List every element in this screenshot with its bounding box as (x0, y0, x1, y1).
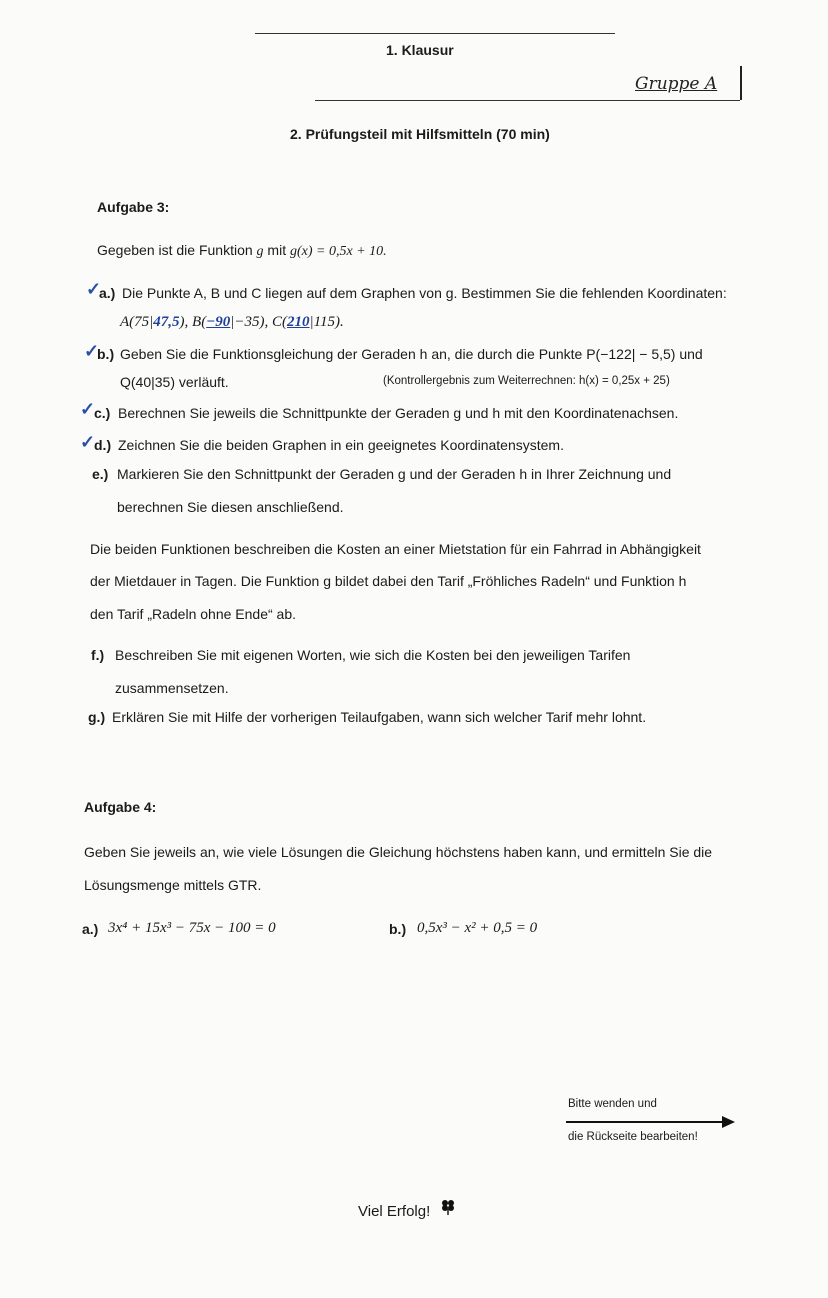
task3-intro-mid: mit (263, 242, 290, 258)
good-luck: Viel Erfolg! (358, 1203, 431, 1220)
task4-intro-2: Lösungsmenge mittels GTR. (84, 877, 262, 893)
task4-b-label: b.) (389, 921, 407, 937)
context-line-1: Die beiden Funktionen beschreiben die Kosten an einer Mietstation für ein Fahrrad in Abhängigkeit (90, 541, 701, 557)
context-line-3: den Tarif „Radeln ohne Ende“ ab. (90, 606, 296, 622)
task3-intro-g: g (256, 244, 264, 259)
exam-title: 1. Klausur (386, 42, 454, 58)
task3-b-label: b.) (97, 346, 115, 362)
group-bracket (740, 66, 742, 100)
task3-e-label: e.) (92, 466, 109, 482)
task4-b-equation: 0,5x³ − x² + 0,5 = 0 (417, 920, 538, 936)
point-a: A(75| (120, 314, 154, 330)
task3-intro (97, 242, 387, 260)
context-line-2: der Mietdauer in Tagen. Die Funktion g bildet dabei den Tarif „Fröhliches Radeln“ und Funktion h (90, 573, 687, 589)
point-c-rest: |115). (309, 314, 344, 330)
turn-page-line-1: Bitte wenden und (568, 1098, 657, 1110)
task3-c-text: Berechnen Sie jeweils die Schnittpunkte der Geraden g und h mit den Koordinatenachsen. (118, 405, 679, 421)
check-mark-c: ✓ (80, 399, 96, 419)
arrow-right-icon (722, 1115, 736, 1129)
group-rule (315, 100, 740, 101)
task3-heading: Aufgabe 3: (97, 199, 170, 215)
task3-intro-prefix: Gegeben ist die Funktion (97, 242, 257, 258)
task3-b-text: Geben Sie die Funktionsgleichung der Geraden h an, die durch die Punkte P(−122| − 5,5) und (120, 346, 703, 362)
answer-c: 210 (287, 314, 310, 330)
task3-a-label: a.) (99, 285, 116, 301)
task3-f-label: f.) (91, 647, 105, 663)
check-mark-a: ✓ (86, 279, 102, 299)
task3-f-text: Beschreiben Sie mit eigenen Worten, wie sich die Kosten bei den jeweiligen Tarifen (115, 647, 631, 663)
answer-a: 47,5 (153, 314, 180, 330)
task3-d-text: Zeichnen Sie die beiden Graphen in ein geeignetes Koordinatensystem. (118, 437, 564, 453)
check-mark-b: ✓ (84, 341, 100, 361)
task3-d-label: d.) (94, 437, 112, 453)
top-rule (255, 33, 615, 34)
turn-arrow-line (566, 1121, 726, 1123)
task4-a-equation: 3x⁴ + 15x³ − 75x − 100 = 0 (108, 920, 276, 936)
task3-f-text2: zusammensetzen. (115, 680, 229, 696)
task3-a-text: Die Punkte A, B und C liegen auf dem Graphen von g. Bestimmen Sie die fehlenden Koordinaten: (122, 285, 727, 301)
point-b-rest: |−35), C( (230, 314, 288, 330)
exam-subtitle: 2. Prüfungsteil mit Hilfsmitteln (70 min) (290, 126, 550, 142)
check-mark-d: ✓ (80, 432, 96, 452)
task3-g-label: g.) (88, 709, 106, 725)
group-handwriting: Gruppe A (635, 74, 718, 94)
task4-intro-1: Geben Sie jeweils an, wie viele Lösungen die Gleichung höchstens haben kann, und ermitteln Sie die (84, 844, 713, 860)
task4-a-label: a.) (82, 921, 99, 937)
task3-g-text: Erklären Sie mit Hilfe der vorherigen Teilaufgaben, wann sich welcher Tarif mehr lohnt. (112, 709, 647, 725)
task3-intro-formula: g(x) = 0,5x + 10. (290, 244, 387, 259)
turn-page-line-2: die Rückseite bearbeiten! (568, 1131, 698, 1143)
answer-b: −90 (206, 314, 231, 330)
task3-e-text2: berechnen Sie diesen anschließend. (117, 499, 344, 515)
control-result: (Kontrollergebnis zum Weiterrechnen: h(x) = 0,25x + 25) (383, 375, 670, 387)
task3-c-label: c.) (94, 405, 111, 421)
task3-e-text: Markieren Sie den Schnittpunkt der Geraden g und der Geraden h in Ihrer Zeichnung und (117, 466, 672, 482)
task3-a-points (120, 314, 344, 331)
task4-heading: Aufgabe 4: (84, 799, 157, 815)
point-b: ), B( (179, 314, 207, 330)
clover-icon (441, 1199, 455, 1215)
task3-b-text2: Q(40|35) verläuft. (120, 374, 229, 390)
